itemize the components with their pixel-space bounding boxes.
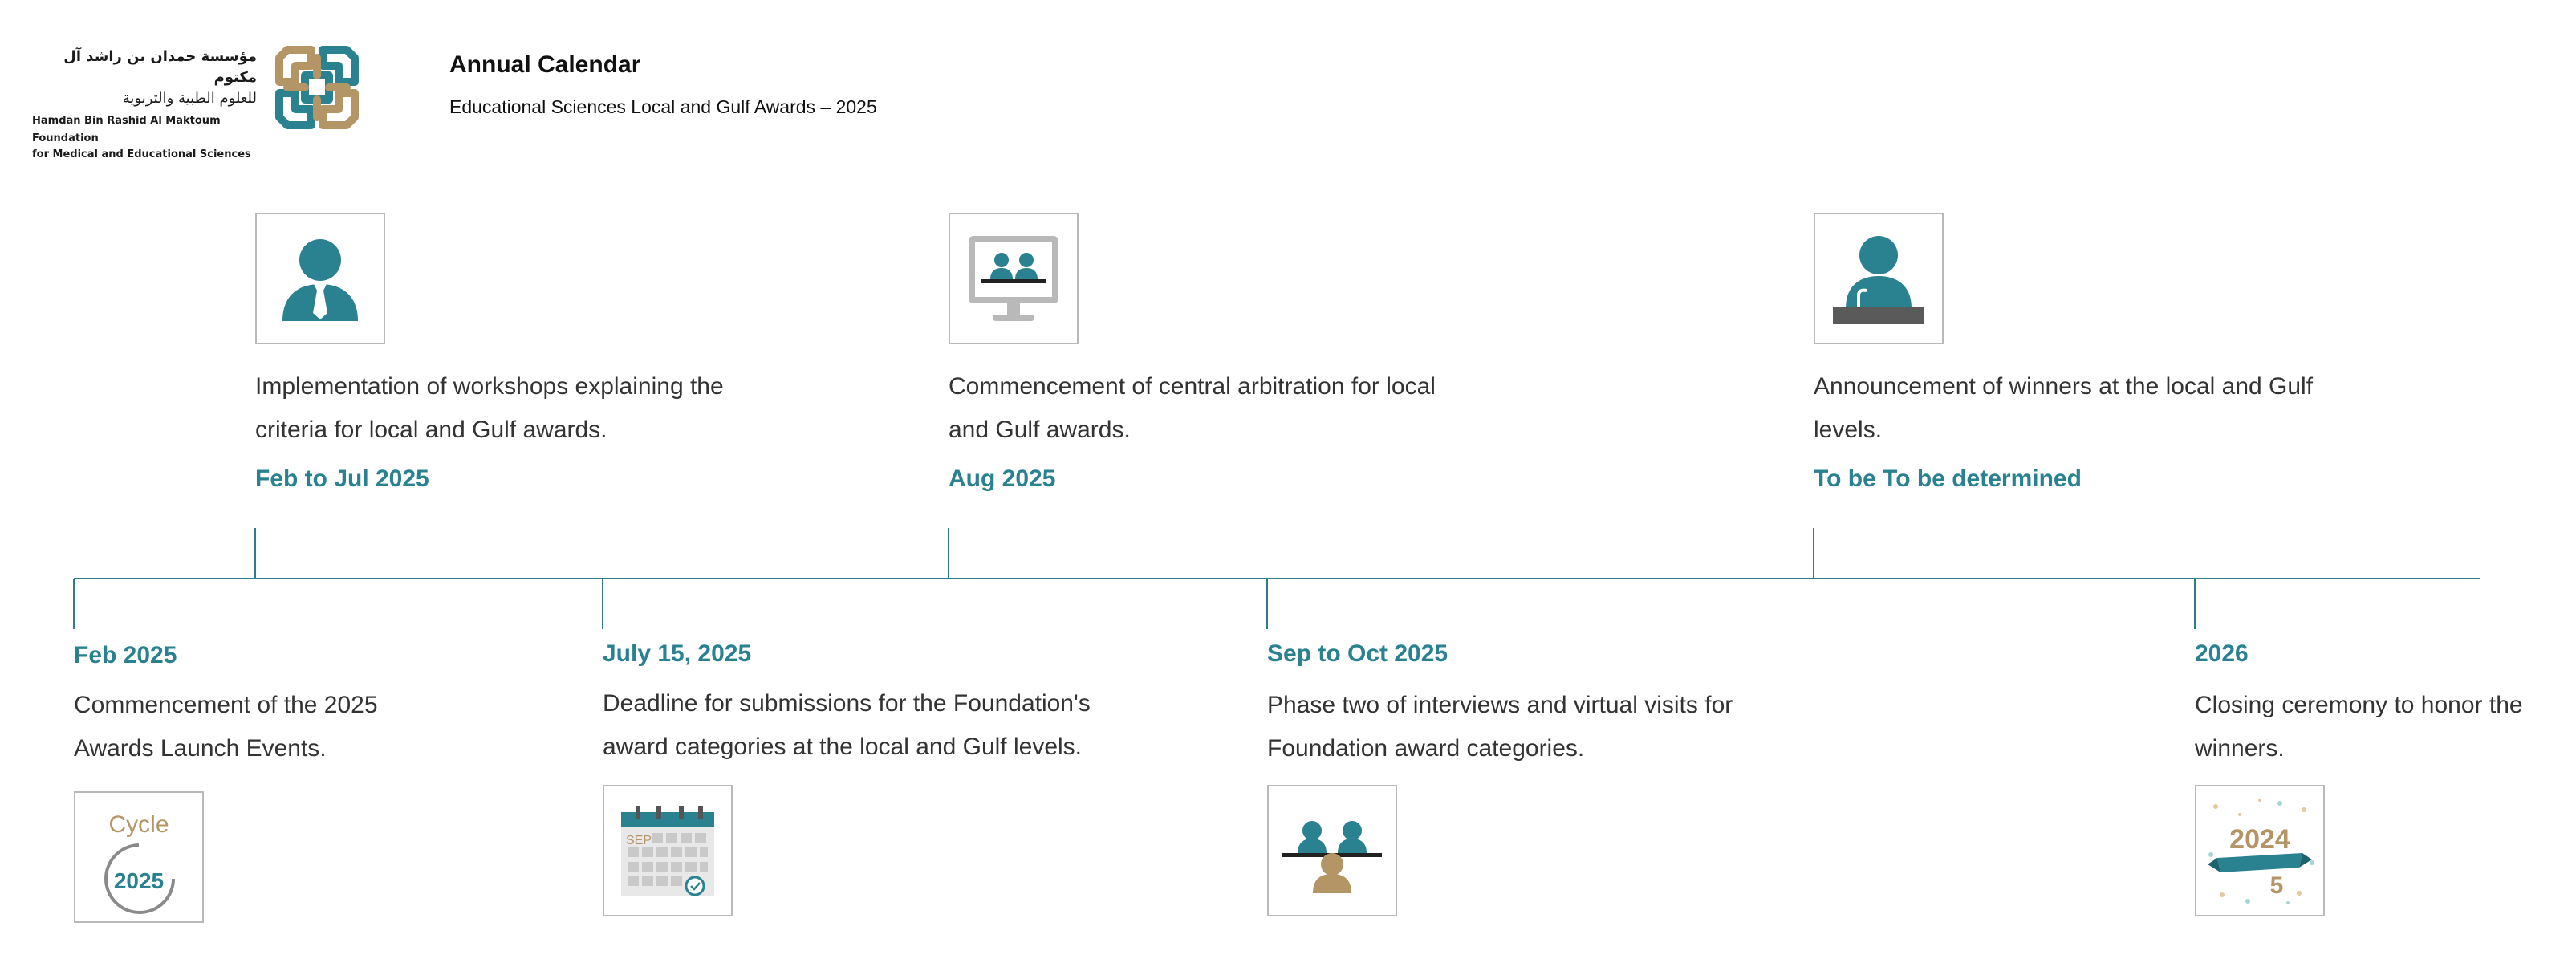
svg-text:Cycle: Cycle [108,811,169,838]
event-description: Announcement of winners at the local and Gulf levels. [1814,373,2314,443]
timeline-tick [602,579,603,629]
event-date: Feb 2025 [74,642,177,668]
foundation-logo-icon [263,34,371,141]
celebration-icon [2195,785,2325,916]
event-description: Implementation of workshops explaining the criteria for local and Gulf awards. [255,373,724,443]
svg-text:2024: 2024 [2229,824,2290,855]
page-title: Annual Calendar [449,51,641,78]
event-date: Aug 2025 [949,465,1056,492]
timeline-tick [254,528,256,578]
event-description: Phase two of interviews and virtual visits for Foundation award categories. [1267,692,1733,762]
logo-english-tagline: for Medical and Educational Sciences [32,148,251,161]
timeline-tick [73,579,75,629]
event-description: Closing ceremony to honor the winners. [2195,692,2523,762]
event-date: To be To be determined [1814,465,2082,492]
event-description: Deadline for submissions for the Foundation's award categories at the local and Gulf levels. [603,690,1091,760]
logo-english-name: Hamdan Bin Rashid Al Maktoum Foundation [32,115,221,144]
event-date: 2026 [2195,640,2249,667]
page-subtitle: Educational Sciences Local and Gulf Awards – 2025 [449,96,877,117]
svg-text:2025: 2025 [113,868,165,893]
cycle-2025-icon [74,791,204,923]
timeline-tick [948,528,949,578]
svg-text:SEP: SEP [626,834,652,847]
interview-icon [1267,785,1397,916]
calendar-icon [603,785,733,916]
logo-arabic-tagline: للعلوم الطبية والتربوية [122,90,257,107]
event-date: Feb to Jul 2025 [255,465,429,492]
svg-text:5: 5 [2269,872,2284,899]
instructor-icon [255,213,385,344]
podium-speaker-icon [1814,213,1944,344]
event-description: Commencement of the 2025 Awards Launch Events. [74,692,378,762]
timeline-tick [1813,528,1814,578]
event-date: Sep to Oct 2025 [1267,640,1448,667]
page-header [32,29,995,161]
event-description: Commencement of central arbitration for local and Gulf awards. [949,373,1436,443]
event-date: July 15, 2025 [603,640,752,667]
timeline-tick [1266,579,1268,629]
timeline-axis [74,578,2480,579]
timeline-tick [2194,579,2196,629]
foundation-logo-text [32,47,257,162]
monitor-jury-icon [949,213,1079,344]
logo-arabic-name: مؤسسة حمدان بن راشد آل مكتوم [63,48,257,86]
